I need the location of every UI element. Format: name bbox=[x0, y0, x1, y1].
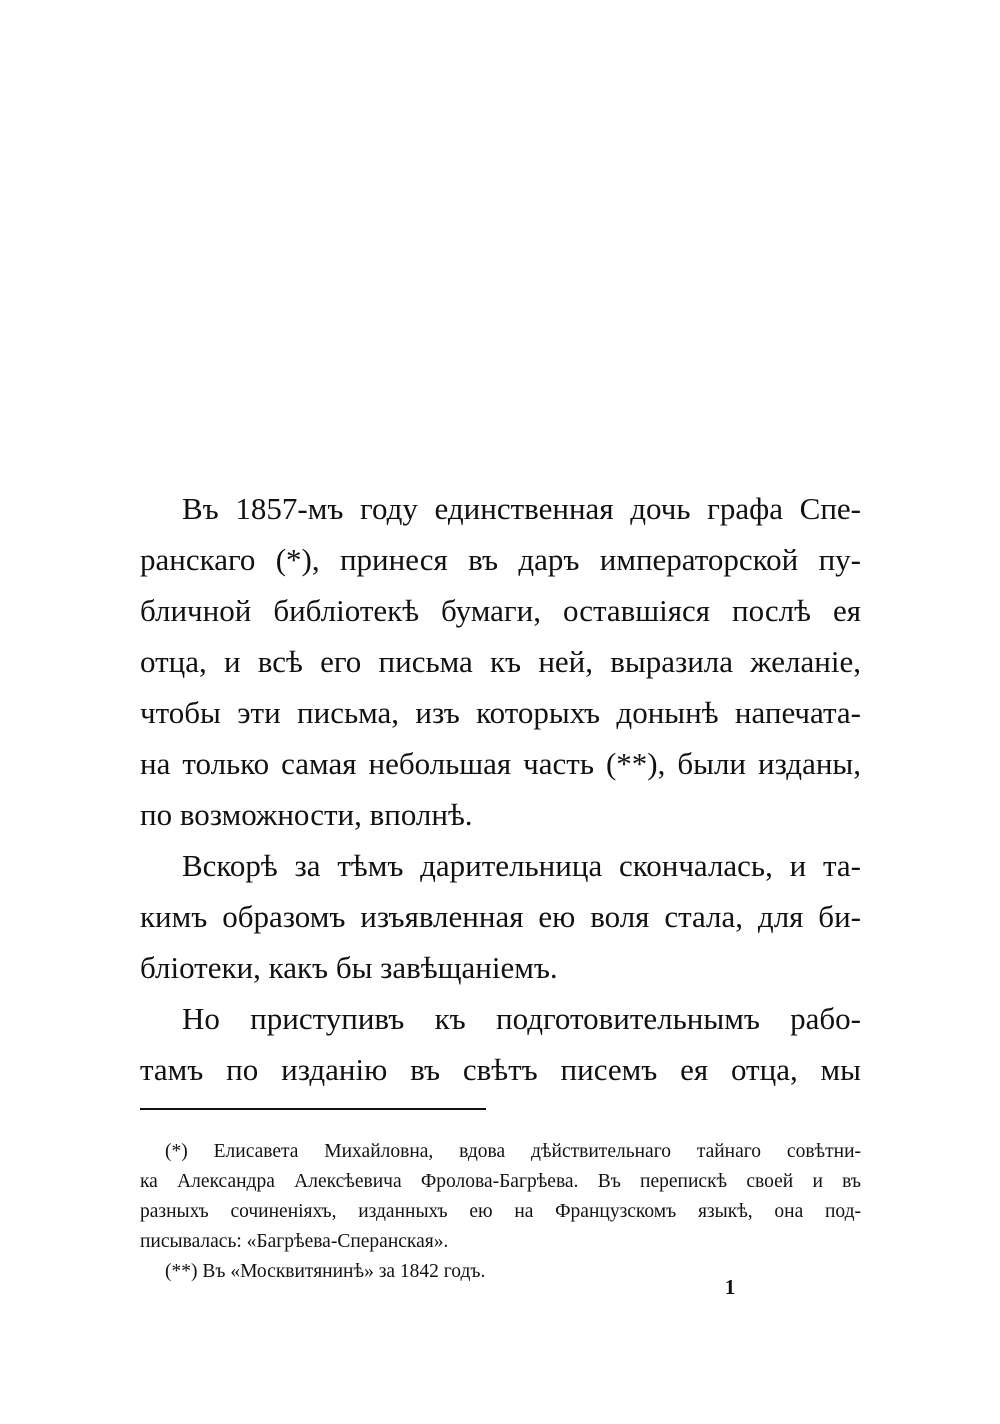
text-line: кимъ образомъ изъявленная ею воля стала, для би- bbox=[140, 899, 861, 934]
text-line: Въ 1857-мъ году единственная дочь графа Спе- bbox=[182, 491, 861, 526]
text-line: Вскорѣ за тѣмъ дарительница скончалась, и та- bbox=[182, 848, 861, 883]
footnote-line: ка Александра Алексѣевича Фролова-Багрѣева. Въ перепискѣ своей и въ bbox=[140, 1171, 861, 1192]
text-line: тамъ по изданію въ свѣтъ писемъ ея отца, мы bbox=[140, 1052, 861, 1087]
footnote-line: разныхъ сочиненіяхъ, изданныхъ ею на Французскомъ языкѣ, она под- bbox=[140, 1201, 861, 1222]
page-number: 1 bbox=[724, 1275, 736, 1299]
text-line: бличной библіотекѣ бумаги, оставшіяся послѣ ея bbox=[140, 593, 861, 628]
paragraph-1 bbox=[140, 483, 861, 840]
text-line: ранскаго (*), принеся въ даръ императорской пу- bbox=[140, 542, 861, 577]
footnote-line: (*) Елисавета Михайловна, вдова дѣйствительнаго тайнаго совѣтни- bbox=[165, 1141, 861, 1162]
footnote-line: писывалась: «Багрѣева-Сперанская». bbox=[140, 1231, 449, 1252]
text-line: бліотеки, какъ бы завѣщаніемъ. bbox=[140, 950, 558, 985]
text-line: на только самая небольшая часть (**), были изданы, bbox=[140, 746, 861, 781]
footnote-line: (**) Въ «Москвитянинѣ» за 1842 годъ. bbox=[165, 1261, 486, 1282]
paragraph-3 bbox=[140, 993, 861, 1095]
footnotes bbox=[140, 1137, 861, 1287]
text-line: по возможности, вполнѣ. bbox=[140, 797, 473, 832]
text-line: отца, и всѣ его письма къ ней, выразила желаніе, bbox=[140, 644, 861, 679]
footnote-1 bbox=[140, 1137, 861, 1257]
text-line: Но приступивъ къ подготовительнымъ рабо- bbox=[182, 1001, 861, 1036]
paragraph-2 bbox=[140, 840, 861, 993]
text-line: чтобы эти письма, изъ которыхъ донынѣ напечата- bbox=[140, 695, 861, 730]
main-text bbox=[140, 483, 861, 1095]
footnote-separator bbox=[140, 1108, 486, 1110]
